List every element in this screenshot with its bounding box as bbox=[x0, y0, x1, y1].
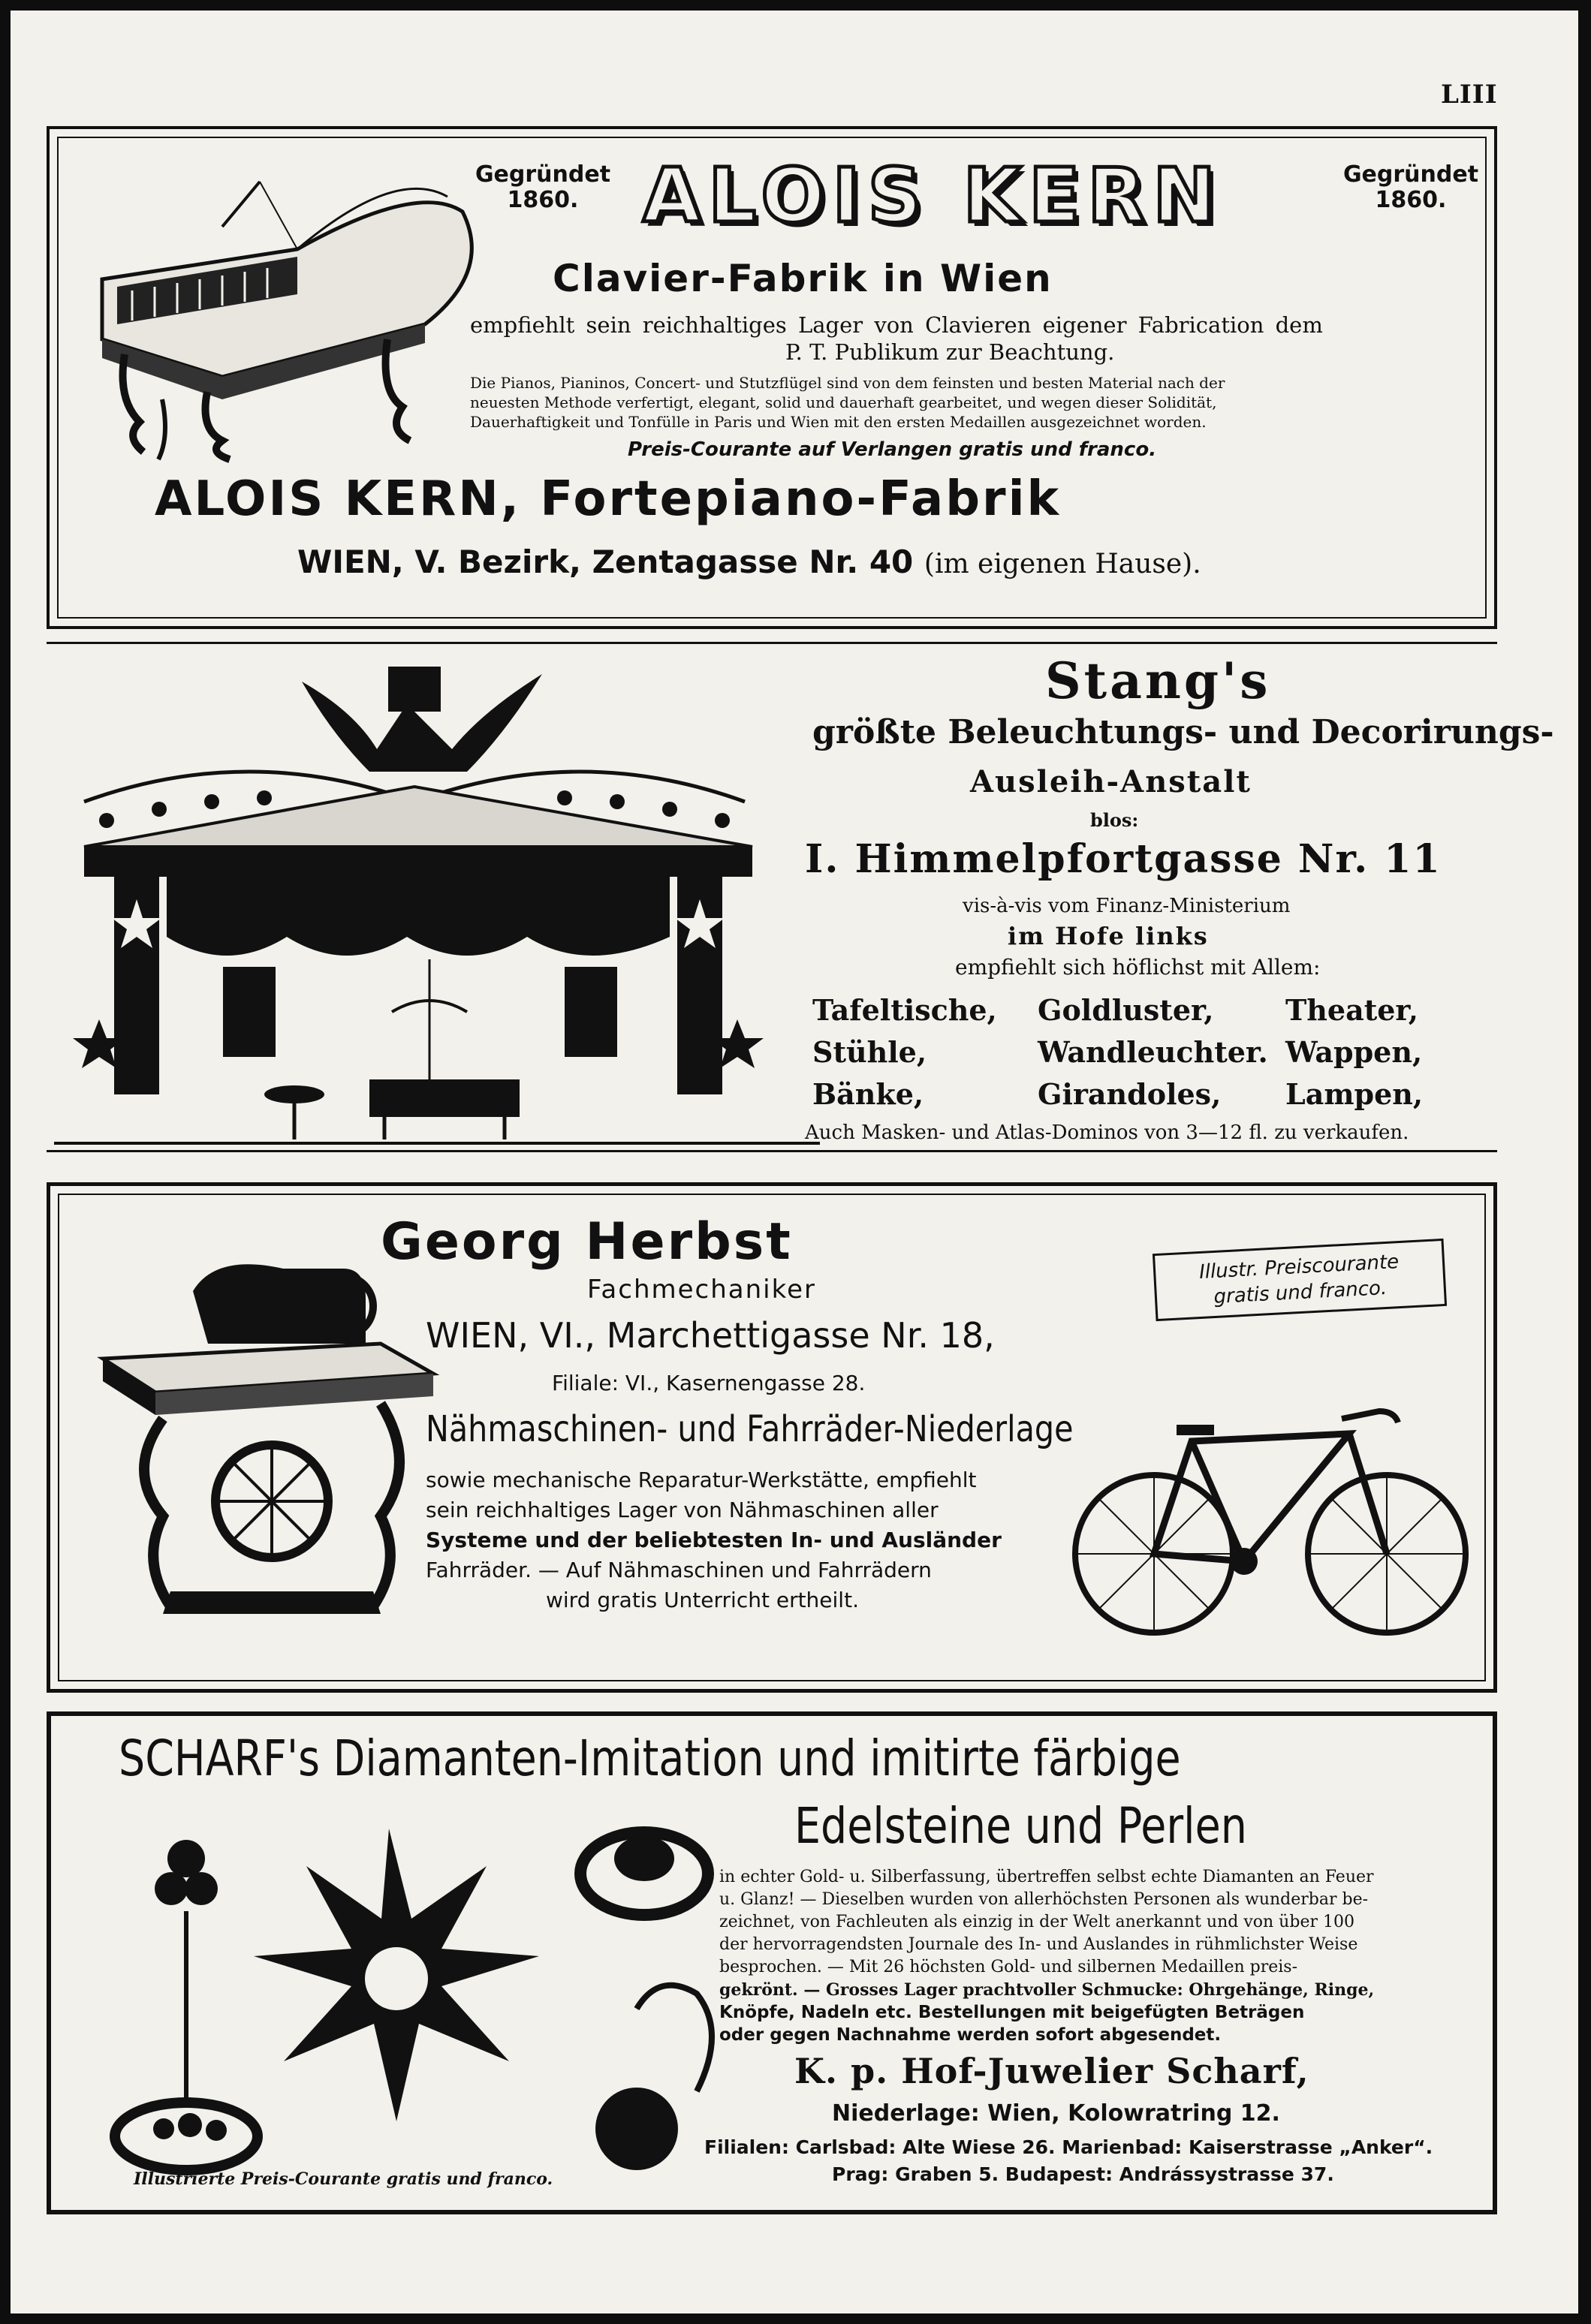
grand-piano-icon bbox=[72, 152, 493, 467]
kern-intro-2: P. T. Publikum zur Beachtung. bbox=[785, 339, 1115, 365]
kern-intro-1: empfiehlt sein reichhaltiges Lager von Clavieren eigener Fabrication dem bbox=[470, 312, 1323, 338]
founded-right-label: Gegründet bbox=[1342, 161, 1479, 188]
stang-line-3: blos: bbox=[1090, 809, 1139, 831]
stang-line-5: vis-à-vis vom Finanz-Ministerium bbox=[963, 895, 1291, 917]
kern-body-1: Die Pianos, Pianinos, Concert- und Stutzflügel sind von dem feinsten und besten Material nach der bbox=[470, 374, 1225, 392]
herbst-headline: Nähmaschinen- und Fahrräder-Niederlage bbox=[426, 1408, 1074, 1450]
stang-item: Wappen, bbox=[1285, 1035, 1423, 1069]
stang-items-col-3 bbox=[1285, 989, 1423, 1115]
stang-items-col-1 bbox=[812, 989, 997, 1115]
sewing-machine-icon bbox=[95, 1246, 441, 1621]
stang-advertisement bbox=[47, 642, 1554, 1152]
scharf-body-line: der hervorragendsten Journale des In- und Auslandes in rühmlichster Weise bbox=[719, 1935, 1358, 1954]
bicycle-icon bbox=[1064, 1389, 1484, 1644]
herbst-body bbox=[426, 1465, 1002, 1615]
stang-line-4: I. Himmelpfortgasse Nr. 11 bbox=[805, 836, 1442, 882]
kern-price-note: Preis-Courante auf Verlangen gratis und franco. bbox=[628, 438, 1157, 461]
kern-body-3: Dauerhaftigkeit und Tonfülle in Paris und Wien mit den ersten Medaillen ausgezeichnet worden. bbox=[470, 413, 1207, 431]
scharf-body-line: besprochen. — Mit 26 höchsten Gold- und silbernen Medaillen preis- bbox=[719, 1958, 1298, 1976]
kern-subtitle: Clavier-Fabrik in Wien bbox=[553, 257, 1053, 300]
founded-left-label: Gegründet bbox=[475, 161, 611, 188]
herbst-name: Georg Herbst bbox=[381, 1212, 793, 1272]
herbst-profession: Fachmechaniker bbox=[587, 1275, 816, 1305]
founded-right-year: 1860. bbox=[1375, 187, 1447, 213]
kern-address bbox=[297, 543, 1201, 580]
scharf-body-line: gekrönt. — Grosses Lager prachtvoller Schmucke: Ohrgehänge, Ringe, bbox=[719, 1980, 1375, 2000]
scharf-body-line: Knöpfe, Nadeln etc. Bestellungen mit beigefügten Beträgen bbox=[719, 2003, 1305, 2022]
scharf-body-line: u. Glanz! — Dieselben wurden von allerhöchsten Personen als wunderbar be- bbox=[719, 1890, 1369, 1909]
stang-item: Stühle, bbox=[812, 1035, 927, 1069]
founded-left bbox=[472, 162, 614, 213]
stang-item: Lampen, bbox=[1285, 1077, 1424, 1111]
kern-body-2: neuesten Methode verfertigt, elegant, solid und dauerhaft gearbeitet, und wegen dieser Solidität, bbox=[470, 393, 1217, 411]
herbst-branch: Filiale: VI., Kasernengasse 28. bbox=[552, 1371, 866, 1395]
scharf-body-line: oder gegen Nachnahme werden sofort abgesendet. bbox=[719, 2025, 1222, 2045]
founded-right bbox=[1339, 162, 1482, 213]
stang-item: Girandoles, bbox=[1038, 1077, 1222, 1111]
scharf-body bbox=[719, 1866, 1374, 2046]
scharf-price-note: Illustrierte Preis-Courante gratis und franco. bbox=[134, 2169, 553, 2189]
stage-decoration-icon bbox=[54, 659, 820, 1147]
page-number: LIII bbox=[1441, 80, 1498, 110]
scharf-headline-1: SCHARF's Diamanten-Imitation und imitirte färbige bbox=[119, 1729, 1181, 1787]
stang-line-6: im Hofe links bbox=[1008, 922, 1209, 950]
stang-line-2: Ausleih-Anstalt bbox=[970, 764, 1252, 799]
jewellery-icon bbox=[66, 1806, 742, 2181]
scharf-headline-2: Edelsteine und Perlen bbox=[794, 1797, 1247, 1855]
scharf-body-line: in echter Gold- u. Silberfassung, übertreffen selbst echte Diamanten an Feuer bbox=[719, 1868, 1374, 1886]
kern-company-line: ALOIS KERN, Fortepiano-Fabrik bbox=[155, 471, 1062, 527]
scharf-branches-1: Filialen: Carlsbad: Alte Wiese 26. Marienbad: Kaiserstrasse „Anker“. bbox=[704, 2136, 1433, 2158]
stang-item: Tafeltische, bbox=[812, 993, 997, 1027]
scharf-branches-2: Prag: Graben 5. Budapest: Andrássystrasse 37. bbox=[832, 2163, 1334, 2185]
stang-item: Theater, bbox=[1285, 993, 1418, 1027]
herbst-body-line: sowie mechanische Reparatur-Werkstätte, empfiehlt bbox=[426, 1468, 977, 1492]
scharf-body-line: zeichnet, von Fachleuten als einzig in der Welt anerkannt und von über 100 bbox=[719, 1913, 1354, 1931]
stang-footer: Auch Masken- und Atlas-Dominos von 3—12 fl. zu verkaufen. bbox=[805, 1121, 1409, 1144]
stang-items-col-2 bbox=[1038, 989, 1268, 1115]
herbst-box-line: gratis und franco. bbox=[1213, 1276, 1388, 1308]
herbst-body-line: Fahrräder. — Auf Nähmaschinen und Fahrrädern bbox=[426, 1558, 932, 1582]
founded-left-year: 1860. bbox=[507, 187, 579, 213]
kern-brand: ALOIS KERN bbox=[643, 152, 1224, 239]
kern-advertisement bbox=[47, 126, 1497, 629]
herbst-address: WIEN, VI., Marchettigasse Nr. 18, bbox=[426, 1315, 995, 1356]
scharf-jeweller: K. p. Hof-Juwelier Scharf, bbox=[794, 2051, 1309, 2091]
stang-item: Wandleuchter. bbox=[1038, 1035, 1268, 1069]
kern-address-text: WIEN, V. Bezirk, Zentagasse Nr. 40 bbox=[297, 543, 914, 580]
stang-line-7: empfiehlt sich höflichst mit Allem: bbox=[955, 955, 1321, 980]
stang-title: Stang's bbox=[1045, 652, 1271, 710]
herbst-body-line: Systeme und der beliebtesten In- und Ausländer bbox=[426, 1528, 1002, 1552]
stang-item: Bänke, bbox=[812, 1077, 924, 1111]
herbst-body-line: wird gratis Unterricht ertheilt. bbox=[546, 1588, 859, 1612]
stang-item: Goldluster, bbox=[1038, 993, 1214, 1027]
herbst-advertisement bbox=[47, 1182, 1497, 1693]
stang-line-1: größte Beleuchtungs- und Decorirungs- bbox=[812, 713, 1554, 751]
kern-address-note: (im eigenen Hause). bbox=[924, 549, 1201, 579]
scharf-depot: Niederlage: Wien, Kolowratring 12. bbox=[832, 2100, 1280, 2127]
scharf-advertisement bbox=[47, 1711, 1497, 2214]
herbst-box-line: Illustr. Preiscourante bbox=[1198, 1251, 1400, 1284]
herbst-body-line: sein reichhaltiges Lager von Nähmaschinen aller bbox=[426, 1498, 939, 1522]
